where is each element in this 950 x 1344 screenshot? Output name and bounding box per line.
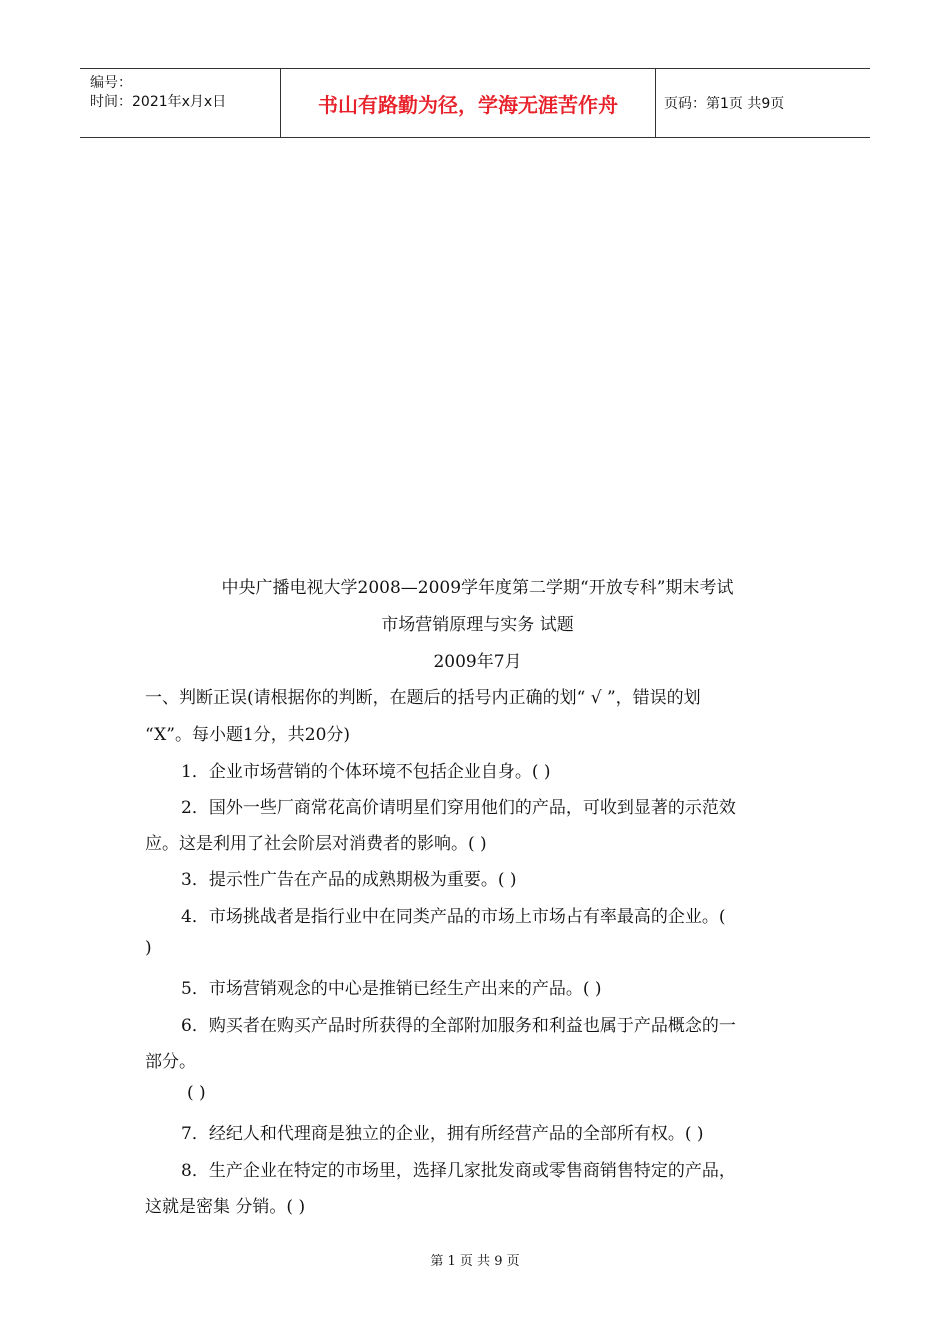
question-2-cont: 应。这是利用了社会阶层对消费者的影响。( ) xyxy=(145,834,487,854)
time-label: 时间：2021年x月x日 xyxy=(90,94,227,110)
section-heading-cont: “X”。每小题1分，共20分) xyxy=(145,725,351,745)
header-motto: 书山有路勤为径，学海无涯苦作舟 xyxy=(280,69,656,137)
question-6-bracket: ( ) xyxy=(187,1083,206,1103)
question-5: 5．市场营销观念的中心是推销已经生产出来的产品。( ) xyxy=(181,979,602,999)
question-3: 3．提示性广告在产品的成熟期极为重要。( ) xyxy=(181,870,517,890)
question-7: 7．经纪人和代理商是独立的企业，拥有所经营产品的全部所有权。( ) xyxy=(181,1124,704,1144)
number-label: 编号： xyxy=(90,75,132,91)
question-1: 1．企业市场营销的个体环境不包括企业自身。( ) xyxy=(181,762,551,782)
header-page-info: 页码：第1页 共9页 xyxy=(664,96,785,112)
page-footer: 第 1 页 共 9 页 xyxy=(430,1254,520,1269)
exam-date: 2009年7月 xyxy=(433,652,522,672)
section-heading: 一、判断正误(请根据你的判断，在题后的括号内正确的划“ √ ”，错误的划 xyxy=(145,688,701,708)
question-8: 8．生产企业在特定的市场里，选择几家批发商或零售商销售特定的产品， xyxy=(181,1161,736,1181)
question-6-cont: 部分。 xyxy=(145,1052,196,1072)
exam-title: 中央广播电视大学2008—2009学年度第二学期“开放专科”期末考试 xyxy=(221,578,734,598)
page-header xyxy=(80,68,870,138)
question-2: 2．国外一些厂商常花高价请明星们穿用他们的产品，可收到显著的示范效 xyxy=(181,798,736,818)
question-8-cont: 这就是密集 分销。( ) xyxy=(145,1197,306,1217)
question-4-cont: ) xyxy=(145,938,152,958)
exam-subtitle: 市场营销原理与实务 试题 xyxy=(381,615,574,635)
question-6: 6．购买者在购买产品时所获得的全部附加服务和利益也属于产品概念的一 xyxy=(181,1016,736,1036)
header-meta xyxy=(80,69,280,137)
question-4: 4．市场挑战者是指行业中在同类产品的市场上市场占有率最高的企业。( xyxy=(181,907,726,927)
